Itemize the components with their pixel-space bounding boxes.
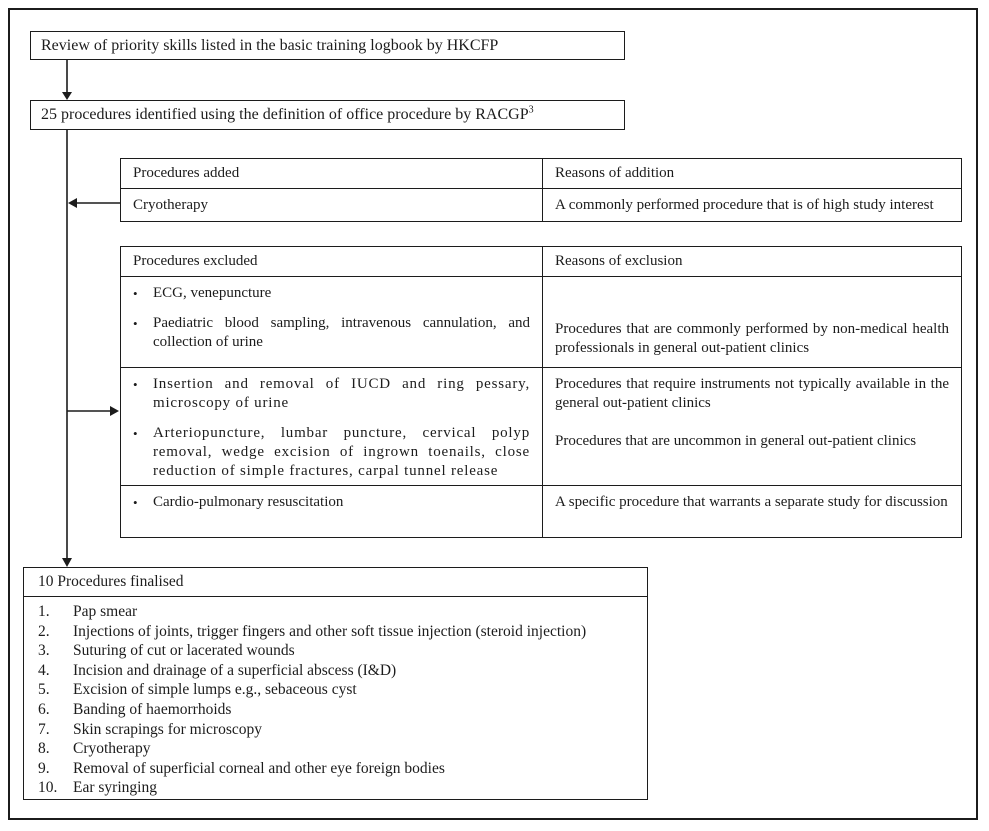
excluded-row-3-reasons: A specific procedure that warrants a separate study for discussion xyxy=(555,494,948,510)
finalised-box xyxy=(23,567,648,800)
excluded-bullet: • Cardio-pulmonary resuscitation xyxy=(133,494,344,510)
bullet-icon: • xyxy=(133,316,138,331)
list-item: 2. Injections of joints, trigger fingers and other soft tissue injection (steroid injection) xyxy=(38,622,587,640)
bullet-icon: • xyxy=(133,286,138,301)
excluded-bullet: • Arteriopuncture, lumbar puncture, cervical polyp removal, wedge excision of ingrown toenails, close reduction of simple fractures, carpal tunnel release xyxy=(133,425,530,479)
list-item: 10. Ear syringing xyxy=(38,779,157,797)
list-item: 1. Pap smear xyxy=(38,603,138,620)
excluded-bullet: • Paediatric blood sampling, intravenous cannulation, and collection of urine xyxy=(133,315,530,350)
excluded-row-1-reasons: Procedures that are commonly performed by non-medical health professionals in general out-patient clinics xyxy=(543,277,961,368)
list-item: 9. Removal of superficial corneal and other eye foreign bodies xyxy=(38,759,445,777)
reference-superscript: 3 xyxy=(528,104,534,116)
excluded-table-header-procedures: Procedures excluded xyxy=(121,247,543,277)
list-item: 5. Excision of simple lumps e.g., sebaceous cyst xyxy=(38,681,357,699)
excluded-row-1-procedures xyxy=(121,277,543,368)
excluded-bullet: • Insertion and removal of IUCD and ring pessary, microscopy of urine xyxy=(133,376,530,411)
excluded-table-header-reasons: Reasons of exclusion xyxy=(543,247,961,277)
flow-box-review xyxy=(30,31,625,60)
excluded-bullet: • ECG, venepuncture xyxy=(133,285,272,301)
added-table-procedure-cell: Cryotherapy xyxy=(121,189,543,221)
list-item: 8. Cryotherapy xyxy=(38,740,151,758)
excluded-table xyxy=(120,246,962,538)
flow-box-identified-label: 25 procedures identified using the definition of office procedure by RACGP$^3$ xyxy=(41,104,534,123)
added-table-header-reasons: Reasons of addition xyxy=(543,159,961,189)
flow-box-identified xyxy=(30,100,625,130)
added-table-header-procedures: Procedures added xyxy=(121,159,543,189)
finalised-box-title: 10 Procedures finalised xyxy=(24,568,647,597)
list-item: 6. Banding of haemorrhoids xyxy=(38,700,232,718)
list-item: 7. Skin scrapings for microscopy xyxy=(38,720,262,738)
flow-box-review-label: Review of priority skills listed in the basic training logbook by HKCFP xyxy=(41,36,499,54)
added-table xyxy=(120,158,962,222)
list-item: 4. Incision and drainage of a superficial abscess (I&D) xyxy=(38,661,397,679)
bullet-icon: • xyxy=(133,495,138,510)
excluded-row-2-procedures xyxy=(121,368,543,486)
added-table-reason-cell: A commonly performed procedure that is of high study interest xyxy=(555,196,934,213)
excluded-row-2-reasons: Procedures that require instruments not typically available in the general out-patient clinics Procedures that are uncommon in general out-patient clinics xyxy=(543,368,961,486)
finalised-list xyxy=(24,597,647,798)
list-item: 3. Suturing of cut or lacerated wounds xyxy=(38,642,295,660)
bullet-icon: • xyxy=(133,377,138,392)
bullet-icon: • xyxy=(133,426,138,441)
excluded-row-3-procedures xyxy=(121,486,543,537)
